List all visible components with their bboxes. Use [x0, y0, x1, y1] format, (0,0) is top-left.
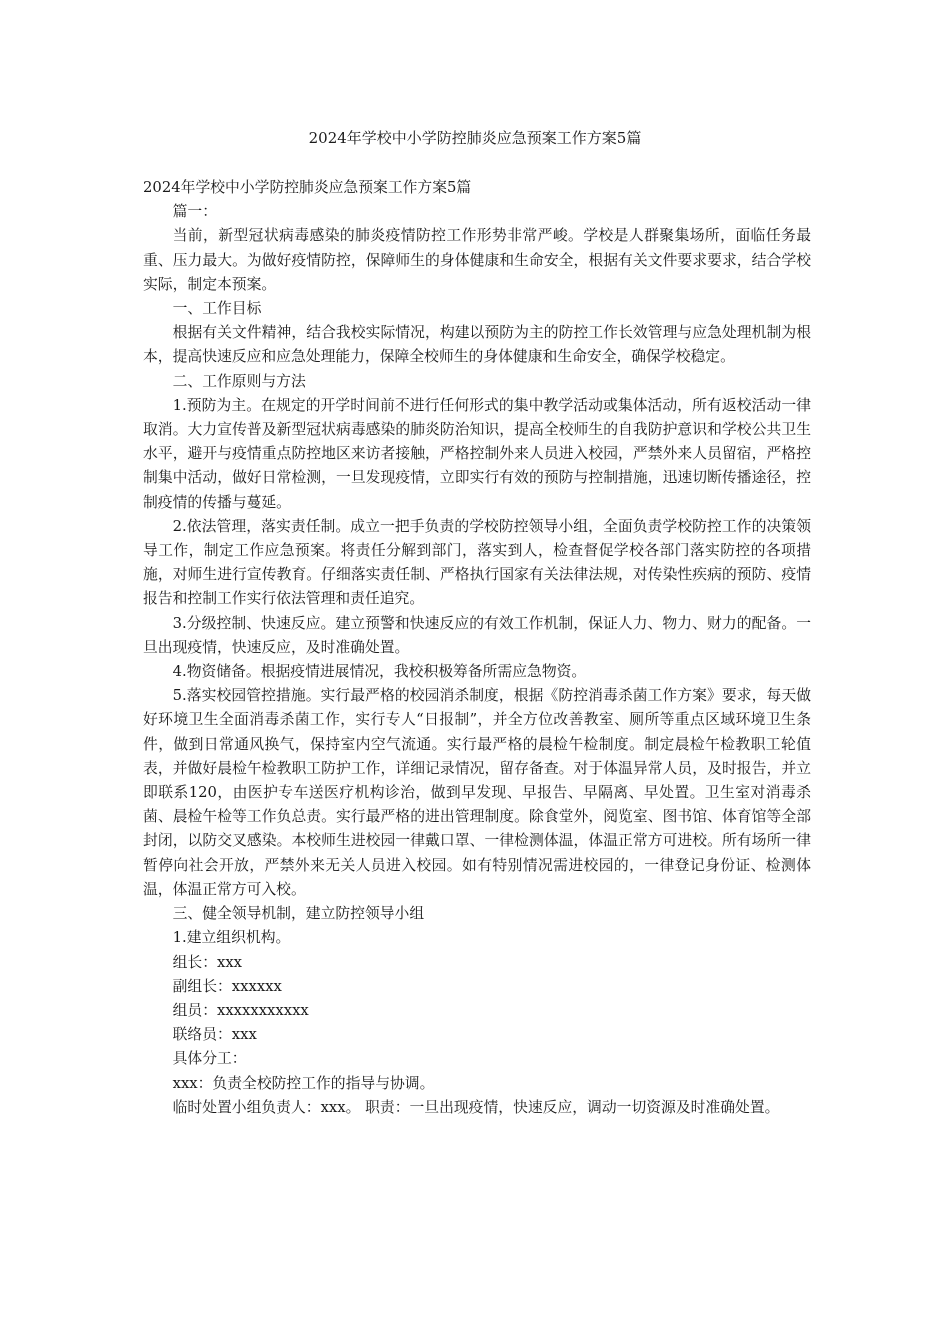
body-paragraph: 联络员：xxx [172, 1026, 257, 1044]
document-body [143, 176, 811, 1120]
body-paragraph: 具体分工： [172, 1050, 247, 1068]
body-paragraph: 根据有关文件精神，结合我校实际情况，构建以预防为主的防控工作长效管理与应急处理机制为根本，提高快速反应和应急处理能力，保障全校师生的身体健康和生命安全，确保学校稳定。 [143, 324, 811, 366]
body-paragraph: 组员：xxxxxxxxxxx [172, 1001, 309, 1019]
body-paragraph: 4.物资储备。根据疫情进展情况，我校积极筹备所需应急物资。 [172, 663, 587, 681]
body-paragraph: 1.建立组织机构。 [172, 929, 291, 947]
body-paragraph: 一、工作目标 [172, 300, 262, 318]
body-paragraph: 副组长：xxxxxx [172, 977, 282, 995]
body-paragraph: 二、工作原则与方法 [172, 372, 306, 390]
body-paragraph: 1.预防为主。在规定的开学时间前不进行任何形式的集中教学活动或集体活动，所有返校活动一律取消。大力宣传普及新型冠状病毒感染的肺炎防治知识，提高全校师生的自我防护意识和学校公共卫生水平，避开与疫情重点防控地区来访者接触，严格控制外来人员进入校园，严禁外来人员留宿，严格控制集中活动，做好日常检测，一旦发现疫情，立即实行有效的预防与控制措施，迅速切断传播途径，控制疫情的传播与蔓延。 [143, 396, 811, 511]
body-paragraph: 3.分级控制、快速反应。建立预警和快速反应的有效工作机制，保证人力、物力、财力的配备。一旦出现疫情，快速反应，及时准确处置。 [143, 614, 811, 656]
body-paragraph: 组长：xxx [172, 953, 243, 971]
body-paragraph: 2024年学校中小学防控肺炎应急预案工作方案5篇 [143, 179, 472, 196]
body-paragraph: 2.依法管理，落实责任制。成立一把手负责的学校防控领导小组，全面负责学校防控工作的决策领导工作，制定工作应急预案。将责任分解到部门，落实到人，检查督促学校各部门落实防控的各项措施，对师生进行宣传教育。仔细落实责任制、严格执行国家有关法律法规，对传染性疾病的预防、疫情报告和控制工作实行依法管理和责任追究。 [143, 517, 811, 608]
document-title: 2024年学校中小学防控肺炎应急预案工作方案5篇 [308, 129, 642, 147]
body-paragraph: 三、健全领导机制，建立防控领导小组 [172, 905, 425, 923]
body-paragraph: 当前，新型冠状病毒感染的肺炎疫情防控工作形势非常严峻。学校是人群聚集场所，面临任务最重、压力最大。为做好疫情防控，保障师生的身体健康和生命安全，根据有关文件要求要求，结合学校实际，制定本预案。 [143, 227, 811, 293]
body-paragraph: 临时处置小组负责人：xxx。 职责：一旦出现疫情，快速反应，调动一切资源及时准确处置。 [172, 1098, 780, 1116]
body-paragraph: 5.落实校园管控措施。实行最严格的校园消杀制度，根据《防控消毒杀菌工作方案》要求，每天做好环境卫生全面消毒杀菌工作，实行专人“日报制”，并全方位改善教室、厕所等重点区域环境卫生条件，做到日常通风换气，保持室内空气流通。实行最严格的晨检午检制度。制定晨检午检教职工轮值表，并做好晨检午检教职工防护工作，详细记录情况，留存备查。对于体温异常人员，及时报告，并立即联系120，由医护专车送医疗机构诊治，做到早发现、早报告、早隔离、早处置。卫生室对消毒杀菌、晨检午检等工作负总责。实行最严格的进出管理制度。除食堂外，阅览室、图书馆、体育馆等全部封闭，以防交叉感染。本校师生进校园一律戴口罩、一律检测体温，体温正常方可进校。所有场所一律暂停向社会开放，严禁外来无关人员进入校园。如有特别情况需进校园的，一律登记身份证、检测体温，体温正常方可入校。 [143, 687, 811, 898]
body-paragraph: 篇一： [172, 203, 217, 221]
body-paragraph: xxx：负责全校防控工作的指导与协调。 [172, 1074, 435, 1092]
